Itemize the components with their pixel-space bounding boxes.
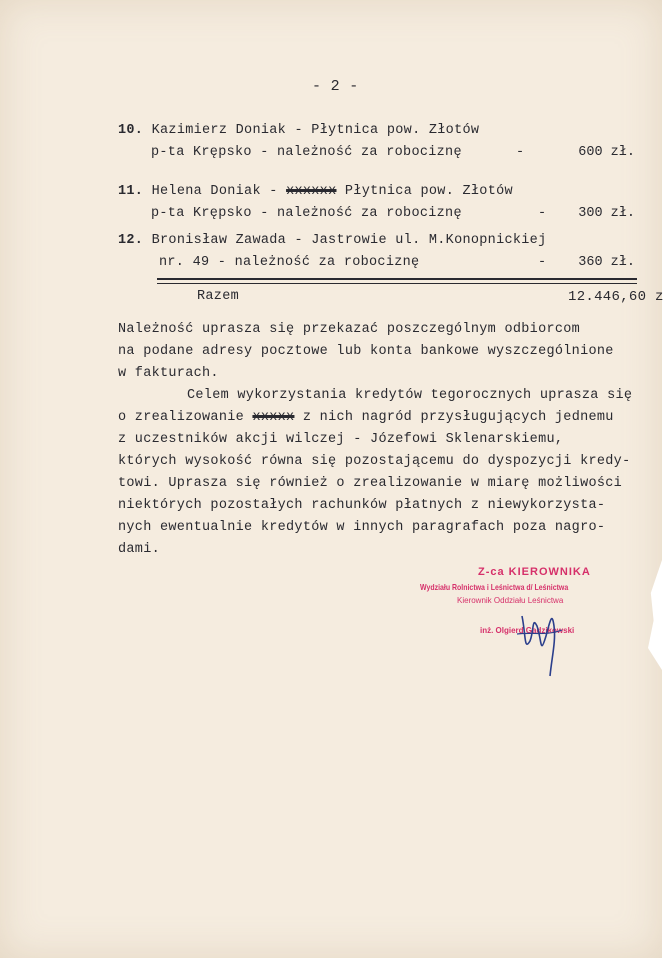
entry-10-dash: - bbox=[516, 145, 525, 160]
entry-10-line2: p-ta Krępsko - należność za robociznę bbox=[151, 145, 462, 160]
paragraph2-line3: z uczestników akcji wilczej - Józefowi Sklenarskiemu, bbox=[118, 432, 564, 447]
stamp-name: inż. Olgierd Gadzikowski bbox=[480, 626, 575, 635]
paragraph1-line3: w fakturach. bbox=[118, 366, 219, 381]
stamp-department: Wydziału Rolnictwa i Leśnictwa d/ Leśnictwa bbox=[420, 582, 569, 592]
entry-number: 11. bbox=[118, 184, 144, 199]
paragraph2-line4: których wysokość równa się pozostającemu do dyspozycji kredy- bbox=[118, 454, 631, 469]
entry-12-amount: 360 zł. bbox=[578, 255, 635, 270]
paragraph2-line6: niektórych pozostałych rachunków płatnych z niewykorzysta- bbox=[118, 498, 606, 513]
total-rule-second bbox=[157, 283, 637, 284]
paragraph2-line2 bbox=[118, 410, 614, 425]
entry-12-line2: nr. 49 - należność za robociznę bbox=[159, 255, 420, 270]
entry-text: Bronisław Zawada - Jastrowie ul. M.Konopnickiej bbox=[151, 233, 547, 248]
entry-name: Helena Doniak - bbox=[151, 184, 278, 199]
total-label: Razem bbox=[197, 289, 240, 304]
struck-word: xxxxxx bbox=[286, 184, 337, 199]
paragraph2-line7: nych ewentualnie kredytów w innych paragrafach poza nagro- bbox=[118, 520, 606, 535]
entry-12-line1 bbox=[118, 233, 547, 248]
page-number: - 2 - bbox=[312, 78, 359, 95]
paragraph2-line5: towi. Uprasza się również o zrealizowanie w miarę możliwości bbox=[118, 476, 623, 491]
entry-11-line2: p-ta Krępsko - należność za robociznę bbox=[151, 206, 462, 221]
paragraph1-line2: na podane adresy pocztowe lub konta bankowe wyszczególnione bbox=[118, 344, 614, 359]
paragraph2-text: o zrealizowanie bbox=[118, 410, 245, 425]
total-rule bbox=[157, 278, 637, 280]
paragraph2-text: z nich nagród przysługujących jednemu bbox=[302, 410, 614, 425]
struck-word: xxxxx bbox=[252, 410, 295, 425]
entry-number: 10. bbox=[118, 123, 144, 138]
signature bbox=[512, 596, 572, 686]
entry-number: 12. bbox=[118, 233, 144, 248]
paragraph2-line1: Celem wykorzystania kredytów tegorocznych uprasza się bbox=[187, 388, 633, 403]
entry-11-amount: 300 zł. bbox=[578, 206, 635, 221]
total-amount: 12.446,60 z bbox=[568, 289, 664, 305]
entry-location: Płytnica pow. Złotów bbox=[344, 184, 513, 199]
entry-10-line1 bbox=[118, 123, 479, 138]
stamp-title: Z-ca KIEROWNIKA bbox=[478, 566, 591, 578]
stamp-office: Kierownik Oddziału Leśnictwa bbox=[457, 596, 564, 605]
entry-11-dash: - bbox=[538, 206, 547, 221]
entry-text: Kazimierz Doniak - Płytnica pow. Złotów bbox=[151, 123, 480, 138]
entry-10-amount: 600 zł. bbox=[578, 145, 635, 160]
paragraph2-line8: dami. bbox=[118, 542, 161, 557]
entry-12-dash: - bbox=[538, 255, 547, 270]
entry-11-line1 bbox=[118, 184, 513, 199]
paragraph1-line1: Należność uprasza się przekazać poszczególnym odbiorcom bbox=[118, 322, 581, 337]
